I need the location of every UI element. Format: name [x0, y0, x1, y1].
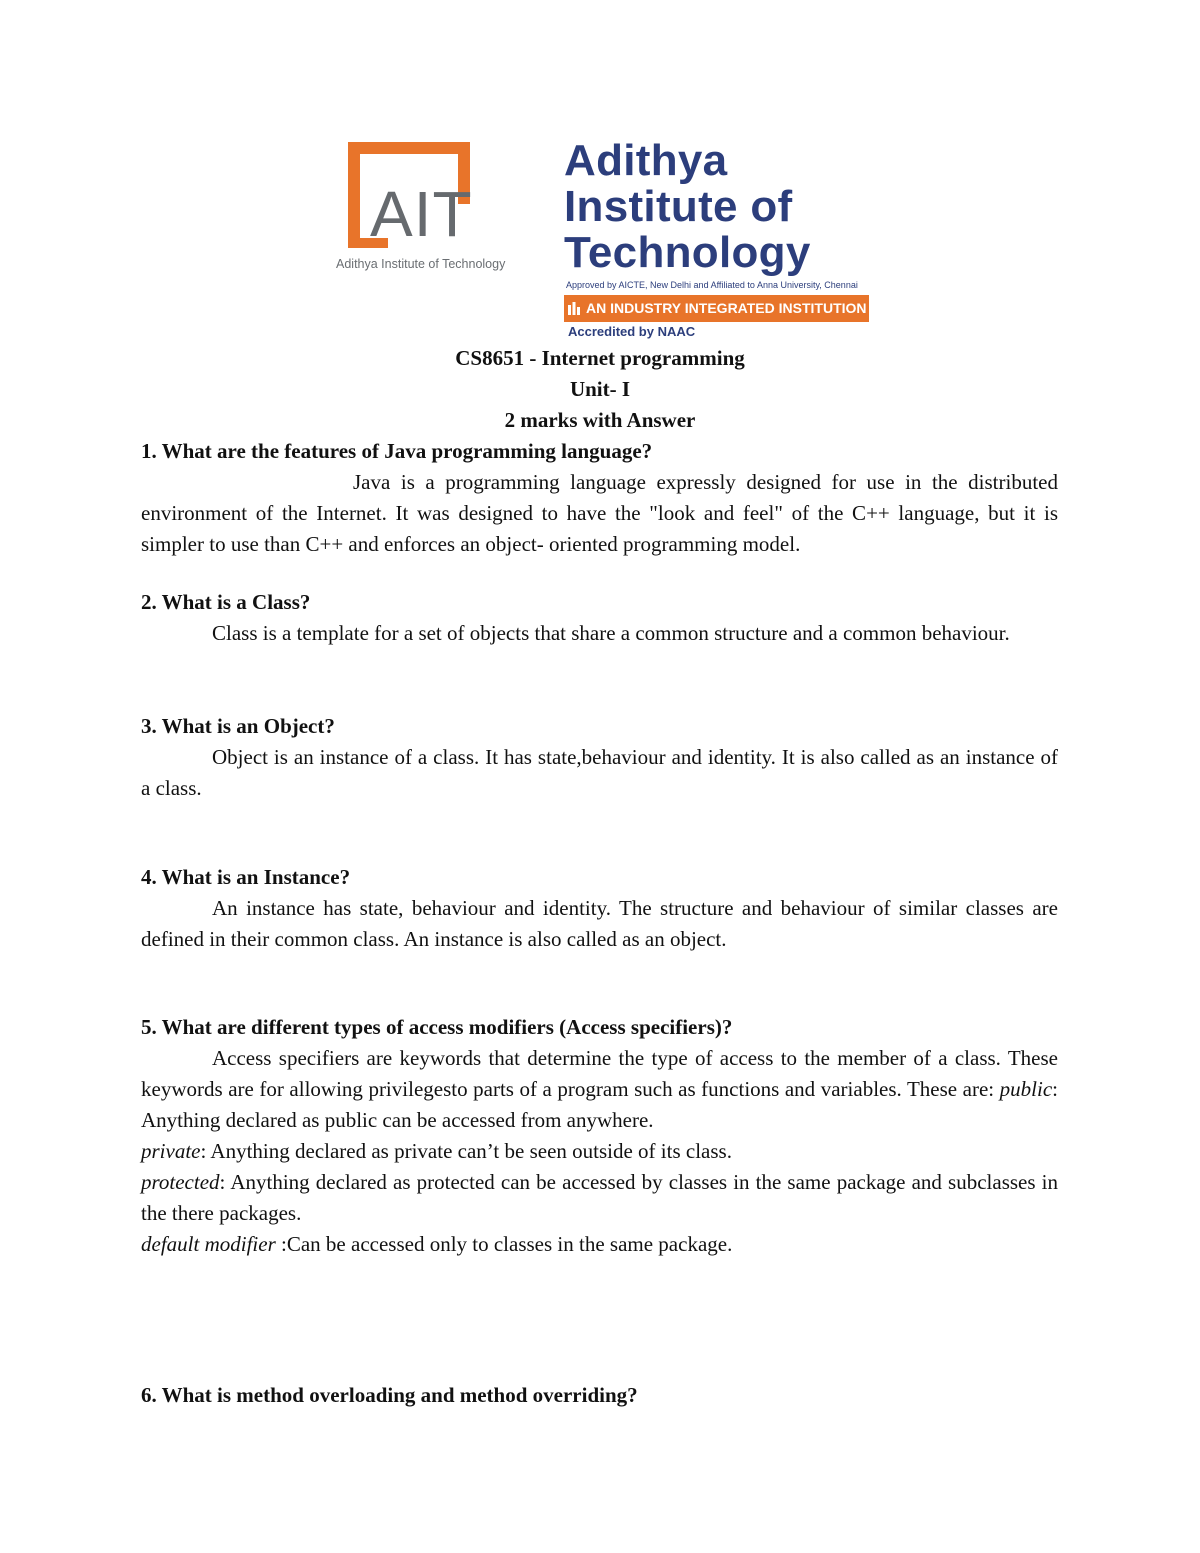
modifier-desc-default: Can be accessed only to classes in the same package. [286, 1232, 733, 1256]
answer-3: Object is an instance of a class. It has state,behaviour and identity. It is also called as an instance of a class. [141, 745, 1058, 800]
question-6: 6. What is method overloading and method overriding? [141, 1383, 638, 1407]
modifier-sep-protected: : [219, 1170, 226, 1194]
question-5: 5. What are different types of access modifiers (Access specifiers)? [141, 1015, 733, 1039]
ait-mark-subtitle: Adithya Institute of Technology [336, 257, 506, 271]
answer-5-intro: Access specifiers are keywords that determine the type of access to the member of a class. These keywords are for allowing privilegesto parts of a program such as functions and variables. These are: [141, 1046, 1058, 1101]
ait-mark-text: AIT [370, 178, 473, 250]
answer-1: Java is a programming language expressly designed for use in the distributed environment of the Internet. It was designed to have the "look and feel" of the C++ language, but it is simpler to use than C++ and enforces an object- oriented programming model. [141, 470, 1058, 556]
question-3: 3. What is an Object? [141, 714, 335, 738]
question-2: 2. What is a Class? [141, 590, 311, 614]
modifier-private [141, 1136, 1058, 1167]
modifier-sep-default: : [275, 1232, 287, 1256]
modifier-term-protected: protected [141, 1170, 220, 1194]
industry-icon [568, 301, 580, 315]
institution-name-line3: Technology [564, 228, 811, 277]
institution-logo [336, 136, 876, 342]
modifier-default [141, 1229, 1058, 1260]
accreditation-note: Accredited by NAAC [568, 324, 696, 339]
modifier-protected [141, 1167, 1058, 1229]
unit-title: Unit- I [569, 377, 631, 401]
course-title: CS8651 - Internet programming [455, 346, 745, 370]
modifier-term-private: private [141, 1139, 201, 1163]
approval-note: Approved by AICTE, New Delhi and Affiliated to Anna University, Chennai [566, 280, 858, 290]
answer-5 [141, 1043, 1058, 1136]
modifier-sep-public: : [1052, 1077, 1058, 1101]
answer-2: Class is a template for a set of objects that share a common structure and a common behaviour. [212, 621, 1010, 645]
institution-name-block [564, 136, 876, 342]
modifier-term-default: default modifier [141, 1232, 276, 1256]
institution-name-line1: Adithya [564, 136, 728, 185]
question-1: 1. What are the features of Java programming language? [141, 439, 653, 463]
ait-mark [336, 136, 536, 276]
modifier-desc-private: Anything declared as private can’t be seen outside of its class. [206, 1139, 732, 1163]
institution-name-line2: Institute of [564, 182, 793, 231]
tagline-text: AN INDUSTRY INTEGRATED INSTITUTION [586, 300, 867, 316]
modifier-sep-private: : [200, 1139, 207, 1163]
modifier-desc-protected: Anything declared as protected can be accessed by classes in the same package and subclasses in the there packages. [141, 1170, 1058, 1225]
tagline-banner [564, 295, 869, 322]
modifier-desc-public: Anything declared as public can be accessed from anywhere. [141, 1108, 654, 1132]
document-subtitle: 2 marks with Answer [504, 408, 696, 432]
modifier-term-public: public [999, 1077, 1053, 1101]
answer-4: An instance has state, behaviour and identity. The structure and behaviour of similar classes are defined in their common class. An instance is also called as an object. [141, 896, 1058, 951]
question-4: 4. What is an Instance? [141, 865, 351, 889]
